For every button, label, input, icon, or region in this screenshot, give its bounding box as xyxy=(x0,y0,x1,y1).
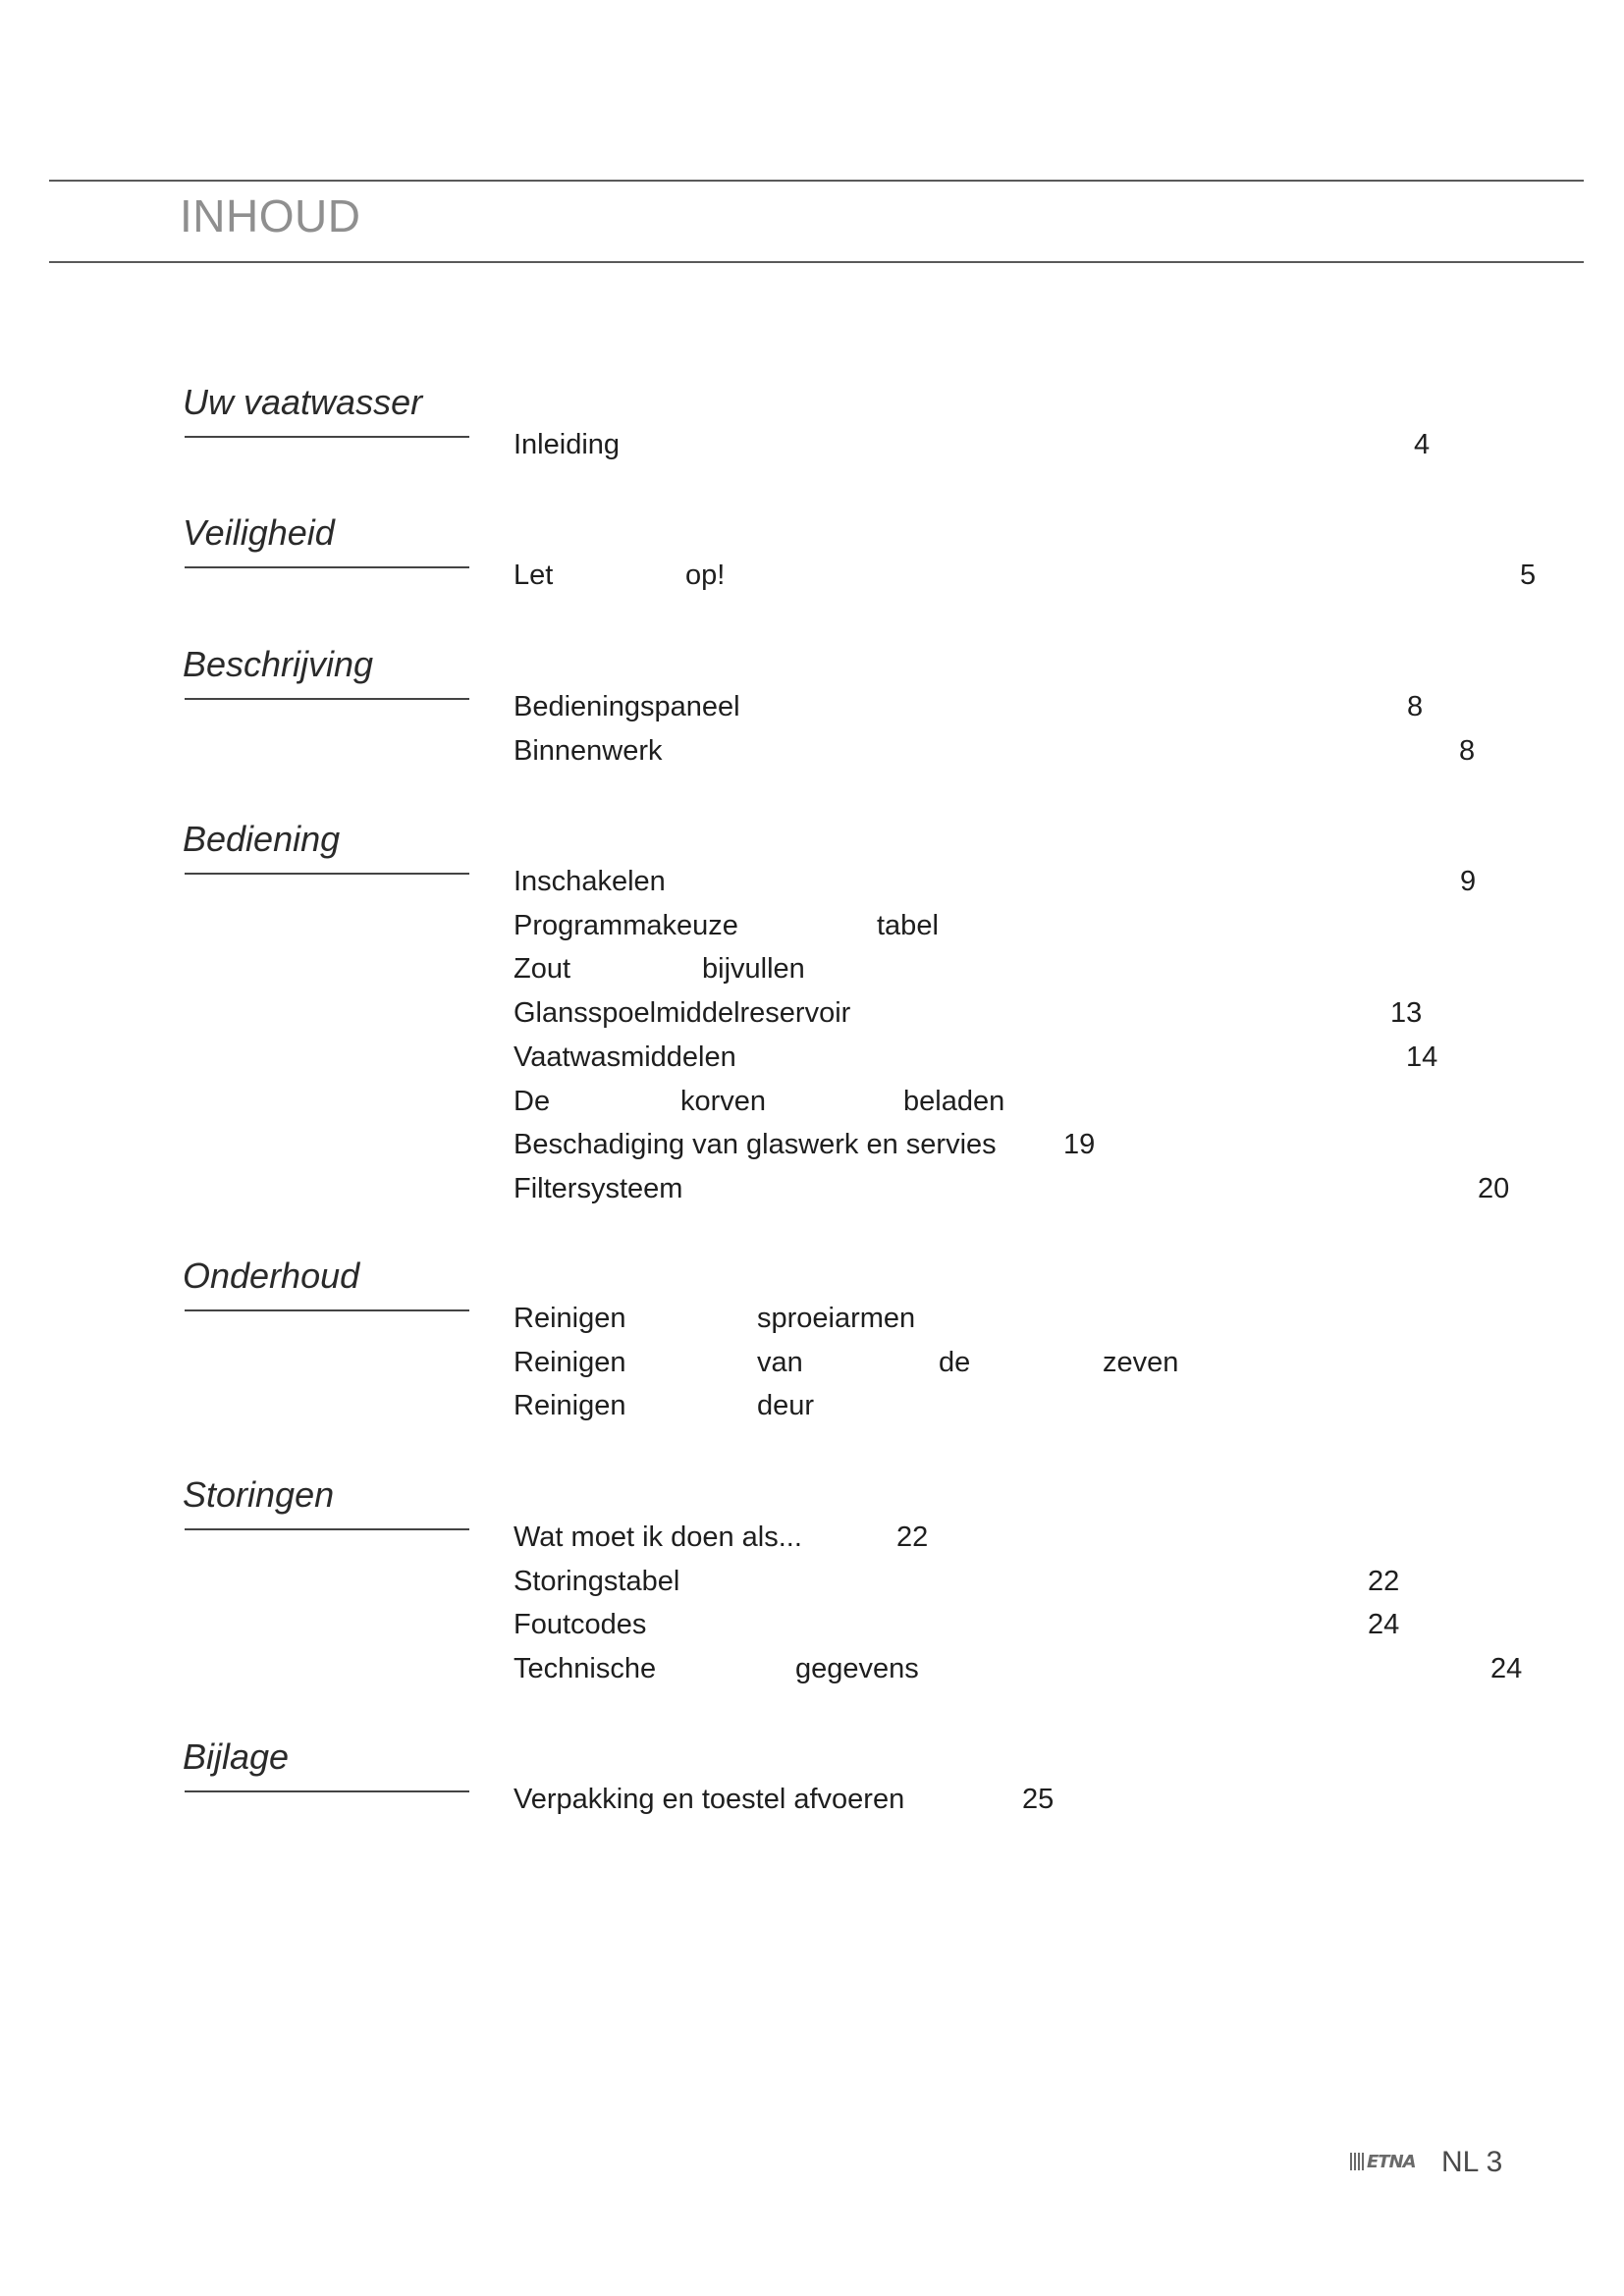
toc-entry-text: Let xyxy=(514,560,554,591)
header-bottom-rule xyxy=(49,261,1584,263)
toc-entry-text: Wat moet ik doen als... xyxy=(514,1522,802,1553)
section-underline xyxy=(185,1790,469,1792)
section-underline xyxy=(185,566,469,568)
section-title: Bijlage xyxy=(183,1736,290,1777)
toc-page-number: 22 xyxy=(1368,1565,1400,1597)
toc-entry-text: Reinigen xyxy=(514,1346,626,1378)
toc-entry-text: Bedieningspaneel xyxy=(514,691,740,722)
toc-entry-text: Programmakeuze xyxy=(514,909,738,941)
section-title: Uw vaatwasser xyxy=(183,382,423,422)
toc-page-number: 22 xyxy=(896,1522,929,1553)
toc-entry[interactable] xyxy=(514,999,1594,1033)
toc-entry-text: tabel xyxy=(877,909,939,941)
toc-entry[interactable] xyxy=(514,1085,1594,1121)
toc-entry-text: zeven xyxy=(1103,1346,1179,1378)
toc-entry-text: Verpakking en toestel afvoeren xyxy=(514,1784,905,1815)
page-number: NL 3 xyxy=(1441,2146,1503,2178)
toc-entry-text: Beschadiging van glaswerk en servies xyxy=(514,1129,997,1161)
toc-entry[interactable] xyxy=(514,1043,1594,1077)
toc-entry-text: Storingstabel xyxy=(514,1565,680,1597)
toc-entry[interactable] xyxy=(514,734,1594,771)
toc-entry[interactable] xyxy=(514,1131,1594,1164)
toc-entry-text: Binnenwerk xyxy=(514,734,663,767)
section-underline xyxy=(185,1528,469,1530)
toc-page-number: 8 xyxy=(1459,734,1476,767)
toc-page-number: 20 xyxy=(1478,1172,1510,1204)
toc-page-number: 24 xyxy=(1368,1609,1400,1641)
toc-entry[interactable] xyxy=(514,693,1594,726)
section-underline xyxy=(185,873,469,875)
toc-entry-text: Reinigen xyxy=(514,1303,626,1334)
section-title: Veiligheid xyxy=(183,512,335,553)
logo-bars-icon xyxy=(1350,2153,1366,2170)
toc-entry-text: beladen xyxy=(903,1085,1005,1117)
toc-entry-text: van xyxy=(757,1346,803,1378)
toc-entry-text: op! xyxy=(685,560,726,591)
toc-entry-text: Inleiding xyxy=(514,429,621,460)
toc-entry[interactable] xyxy=(514,1611,1594,1644)
section-title: Storingen xyxy=(183,1474,335,1515)
toc-entry-text: Glansspoelmiddelreservoir xyxy=(514,997,851,1030)
toc-entry-text: de xyxy=(939,1346,971,1378)
toc-page-number: 25 xyxy=(1022,1784,1055,1815)
toc-entry[interactable] xyxy=(514,1392,1594,1425)
toc-entry[interactable] xyxy=(514,1523,1594,1557)
toc-entry-text: Filtersysteem xyxy=(514,1172,683,1204)
toc-entry-text: Inschakelen xyxy=(514,866,666,897)
toc-entry[interactable] xyxy=(514,1346,1594,1382)
section-title: Bediening xyxy=(183,819,341,859)
toc-entry[interactable] xyxy=(514,1172,1594,1208)
etna-logo xyxy=(1350,2152,1419,2173)
toc-entry[interactable] xyxy=(514,1305,1594,1338)
toc-entry-text: gegevens xyxy=(795,1653,919,1685)
toc-entry-text: Vaatwasmiddelen xyxy=(514,1041,736,1073)
toc-entry[interactable] xyxy=(514,561,1594,595)
toc-entry-text: deur xyxy=(757,1390,815,1422)
section-underline xyxy=(185,1309,469,1311)
toc-entry-text: Reinigen xyxy=(514,1390,626,1422)
toc-page-number: 19 xyxy=(1063,1129,1096,1161)
toc-entry-text: korven xyxy=(680,1085,767,1117)
toc-page-number: 8 xyxy=(1407,691,1424,722)
toc-entry[interactable] xyxy=(514,1655,1594,1688)
toc-entry-text: sproeiarmen xyxy=(757,1303,916,1334)
toc-entry[interactable] xyxy=(514,955,1594,988)
section-title: Onderhoud xyxy=(183,1255,360,1296)
toc-entry-text: Technische xyxy=(514,1653,657,1685)
brand-name: ETNA xyxy=(1367,2152,1416,2172)
toc-entry-text: Foutcodes xyxy=(514,1609,647,1641)
toc-entry-text: De xyxy=(514,1085,551,1117)
toc-page-number: 4 xyxy=(1414,429,1431,460)
header-top-rule xyxy=(49,180,1584,182)
toc-entry[interactable] xyxy=(514,431,1594,464)
page-title: INHOUD xyxy=(180,190,361,241)
toc-page-number: 5 xyxy=(1520,560,1537,591)
toc-entry[interactable] xyxy=(514,1786,1594,1819)
section-underline xyxy=(185,698,469,700)
toc-page-number: 13 xyxy=(1390,997,1423,1030)
toc-page-number: 9 xyxy=(1460,866,1477,897)
toc-entry[interactable] xyxy=(514,1565,1594,1601)
toc-entry-text: bijvullen xyxy=(702,953,805,986)
section-title: Beschrijving xyxy=(183,644,374,684)
toc-entry-text: Zout xyxy=(514,953,571,986)
toc-entry[interactable] xyxy=(514,909,1594,945)
toc-entry[interactable] xyxy=(514,868,1594,901)
toc-page-number: 14 xyxy=(1406,1041,1438,1073)
section-underline xyxy=(185,436,469,438)
toc-page-number: 24 xyxy=(1490,1653,1523,1685)
